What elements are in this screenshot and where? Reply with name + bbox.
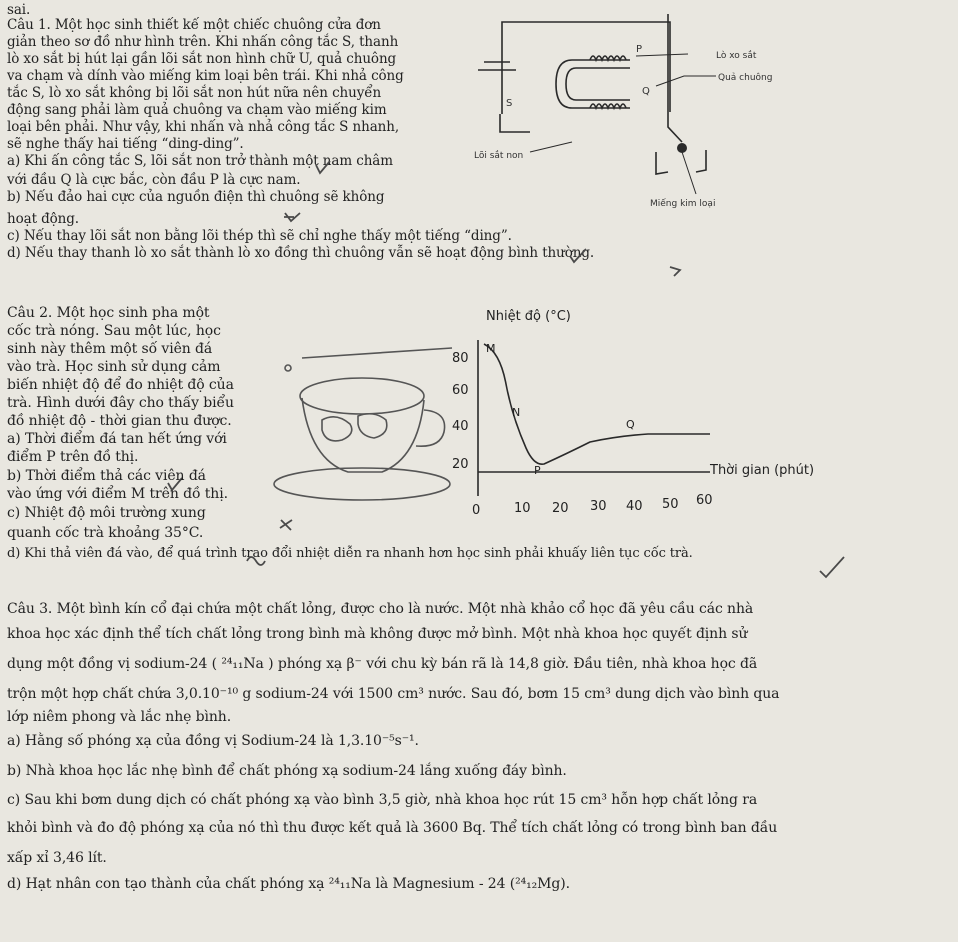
point-n-label: N [512,406,521,419]
q2-line: sinh này thêm một số viên đá [7,341,213,357]
q2-option-d: d) Khi thả viên đá vào, để quá trình trao đổi nhiệt diễn ra nhanh hơn học sinh phải khuấy liên tục cốc trà. [7,546,693,561]
q2-line: vào trà. Học sinh sử dụng cảm [7,359,221,375]
q1-option-d: d) Nếu thay thanh lò xo sắt thành lò xo đồng thì chuông vẫn sẽ hoạt động bình thường. [7,245,595,261]
q1-line: tắc S, lò xo sắt không bị lõi sắt non hút nữa nên chuyển [7,85,382,101]
q1-line: hoạt động. [7,211,79,227]
q2-line: quanh cốc trà khoảng 35°C. [7,525,204,541]
header-fragment: sai. [7,2,31,18]
q2-line: điểm P trên đồ thị. [7,449,139,465]
y-axis-label: Nhiệt độ (°C) [486,309,571,324]
x-tick-40: 40 [626,499,643,514]
q2-line: biến nhiệt độ để đo nhiệt độ của [7,377,234,393]
label-plate: Miếng kim loại [650,199,716,209]
q2-line: đồ nhiệt độ - thời gian thu được. [7,413,232,429]
label-p: P [636,44,643,55]
q1-line: va chạm và dính vào miếng kim loại bên trái. Khi nhả công [7,68,404,84]
q3-option-c: c) Sau khi bơm dung dịch có chất phóng xạ vào bình 3,5 giờ, nhà khoa học rút 15 cm³ hỗn hợp chất lỏng ra [7,792,758,808]
tea-cup-image [262,300,458,516]
q2-line: trà. Hình dưới đây cho thấy biểu [7,395,234,411]
q1-line: lò xo sắt bị hút lại gần lõi sắt non hình chữ U, quả chuông [7,51,397,67]
label-spring: Lò xo sắt [716,51,757,61]
x-tick-60: 60 [696,493,713,508]
y-tick-20: 20 [452,457,469,472]
q3-option-d: d) Hạt nhân con tạo thành của chất phóng xạ ²⁴₁₁Na là Magnesium - 24 (²⁴₁₂Mg). [7,876,570,892]
label-bell: Quả chuông [718,73,773,83]
x-tick-0: 0 [472,503,481,516]
q3-line: Câu 3. Một bình kín cổ đại chứa một chất lỏng, được cho là nước. Một nhà khảo cổ học đã yêu cầu các nhà [7,601,754,617]
x-tick-50: 50 [662,497,679,512]
q2-line: cốc trà nóng. Sau một lúc, học [7,323,221,339]
y-tick-60: 60 [452,383,469,398]
label-core: Lõi sắt non [474,151,524,161]
q2-option-b: b) Thời điểm thả các viên đá [7,468,206,484]
q3-option-a: a) Hằng số phóng xạ của đồng vị Sodium-24 là 1,3.10⁻⁵s⁻¹. [7,733,419,749]
q1-option-a: a) Khi ấn công tắc S, lõi sắt non trở thành một nam châm [7,153,393,169]
q2-line: Câu 2. Một học sinh pha một [7,305,210,321]
q1-line: sẽ nghe thấy hai tiếng “ding-ding”. [7,136,244,152]
x-axis-label: Thời gian (phút) [710,463,815,478]
q1-line: động sang phải làm quả chuông va chạm vào miếng kim [7,102,387,118]
q2-option-a: a) Thời điểm đá tan hết ứng với [7,431,227,447]
q3-line: khỏi bình và đo độ phóng xạ của nó thì thu được kết quả là 3600 Bq. Thể tích chất lỏng có trong bình ban đầu [7,820,778,836]
point-p-label: P [534,464,541,477]
label-q: Q [642,86,650,97]
q1-line: Câu 1. Một học sinh thiết kế một chiếc chuông cửa đơn [7,17,381,33]
q3-line: trộn một hợp chất chứa 3,0.10⁻¹⁰ g sodium-24 với 1500 cm³ nước. Sau đó, bơm 15 cm³ dung dịch vào bình qua [7,686,780,702]
label-s: S [506,98,513,109]
y-tick-40: 40 [452,419,469,434]
q3-option-b: b) Nhà khoa học lắc nhẹ bình để chất phóng xạ sodium-24 lắng xuống đáy bình. [7,763,567,779]
q1-option-b: b) Nếu đảo hai cực của nguồn điện thì chuông sẽ không [7,189,385,205]
q2-option-c: c) Nhiệt độ môi trường xung [7,505,206,521]
x-tick-10: 10 [514,501,531,516]
point-m-label: M [486,342,496,355]
q1-option-c: c) Nếu thay lõi sắt non bằng lõi thép thì sẽ chỉ nghe thấy một tiếng “ding”. [7,228,512,244]
q1-line: loại bên phải. Như vậy, khi nhấn và nhả công tắc S nhanh, [7,119,400,135]
temperature-time-graph [448,300,848,516]
point-q-label: Q [626,418,635,431]
temperature-curve [484,344,710,464]
q1-line: với đầu Q là cực bắc, còn đầu P là cực nam. [7,172,301,188]
x-tick-30: 30 [590,499,607,514]
y-tick-80: 80 [452,351,469,366]
q2-line: vào ứng với điểm M trên đồ thị. [7,486,228,502]
q3-line: lớp niêm phong và lắc nhẹ bình. [7,709,232,725]
q3-line: khoa học xác định thể tích chất lỏng trong bình mà không được mở bình. Một nhà khoa học quyết định sử [7,626,748,642]
q1-line: giản theo sơ đồ như hình trên. Khi nhấn công tắc S, thanh [7,34,399,50]
q3-line: xấp xỉ 3,46 lít. [7,850,107,866]
x-tick-20: 20 [552,501,569,516]
q3-line: dụng một đồng vị sodium-24 ( ²⁴₁₁Na ) phóng xạ β⁻ với chu kỳ bán rã là 14,8 giờ. Đầu tiên, nhà khoa học đã [7,656,758,672]
